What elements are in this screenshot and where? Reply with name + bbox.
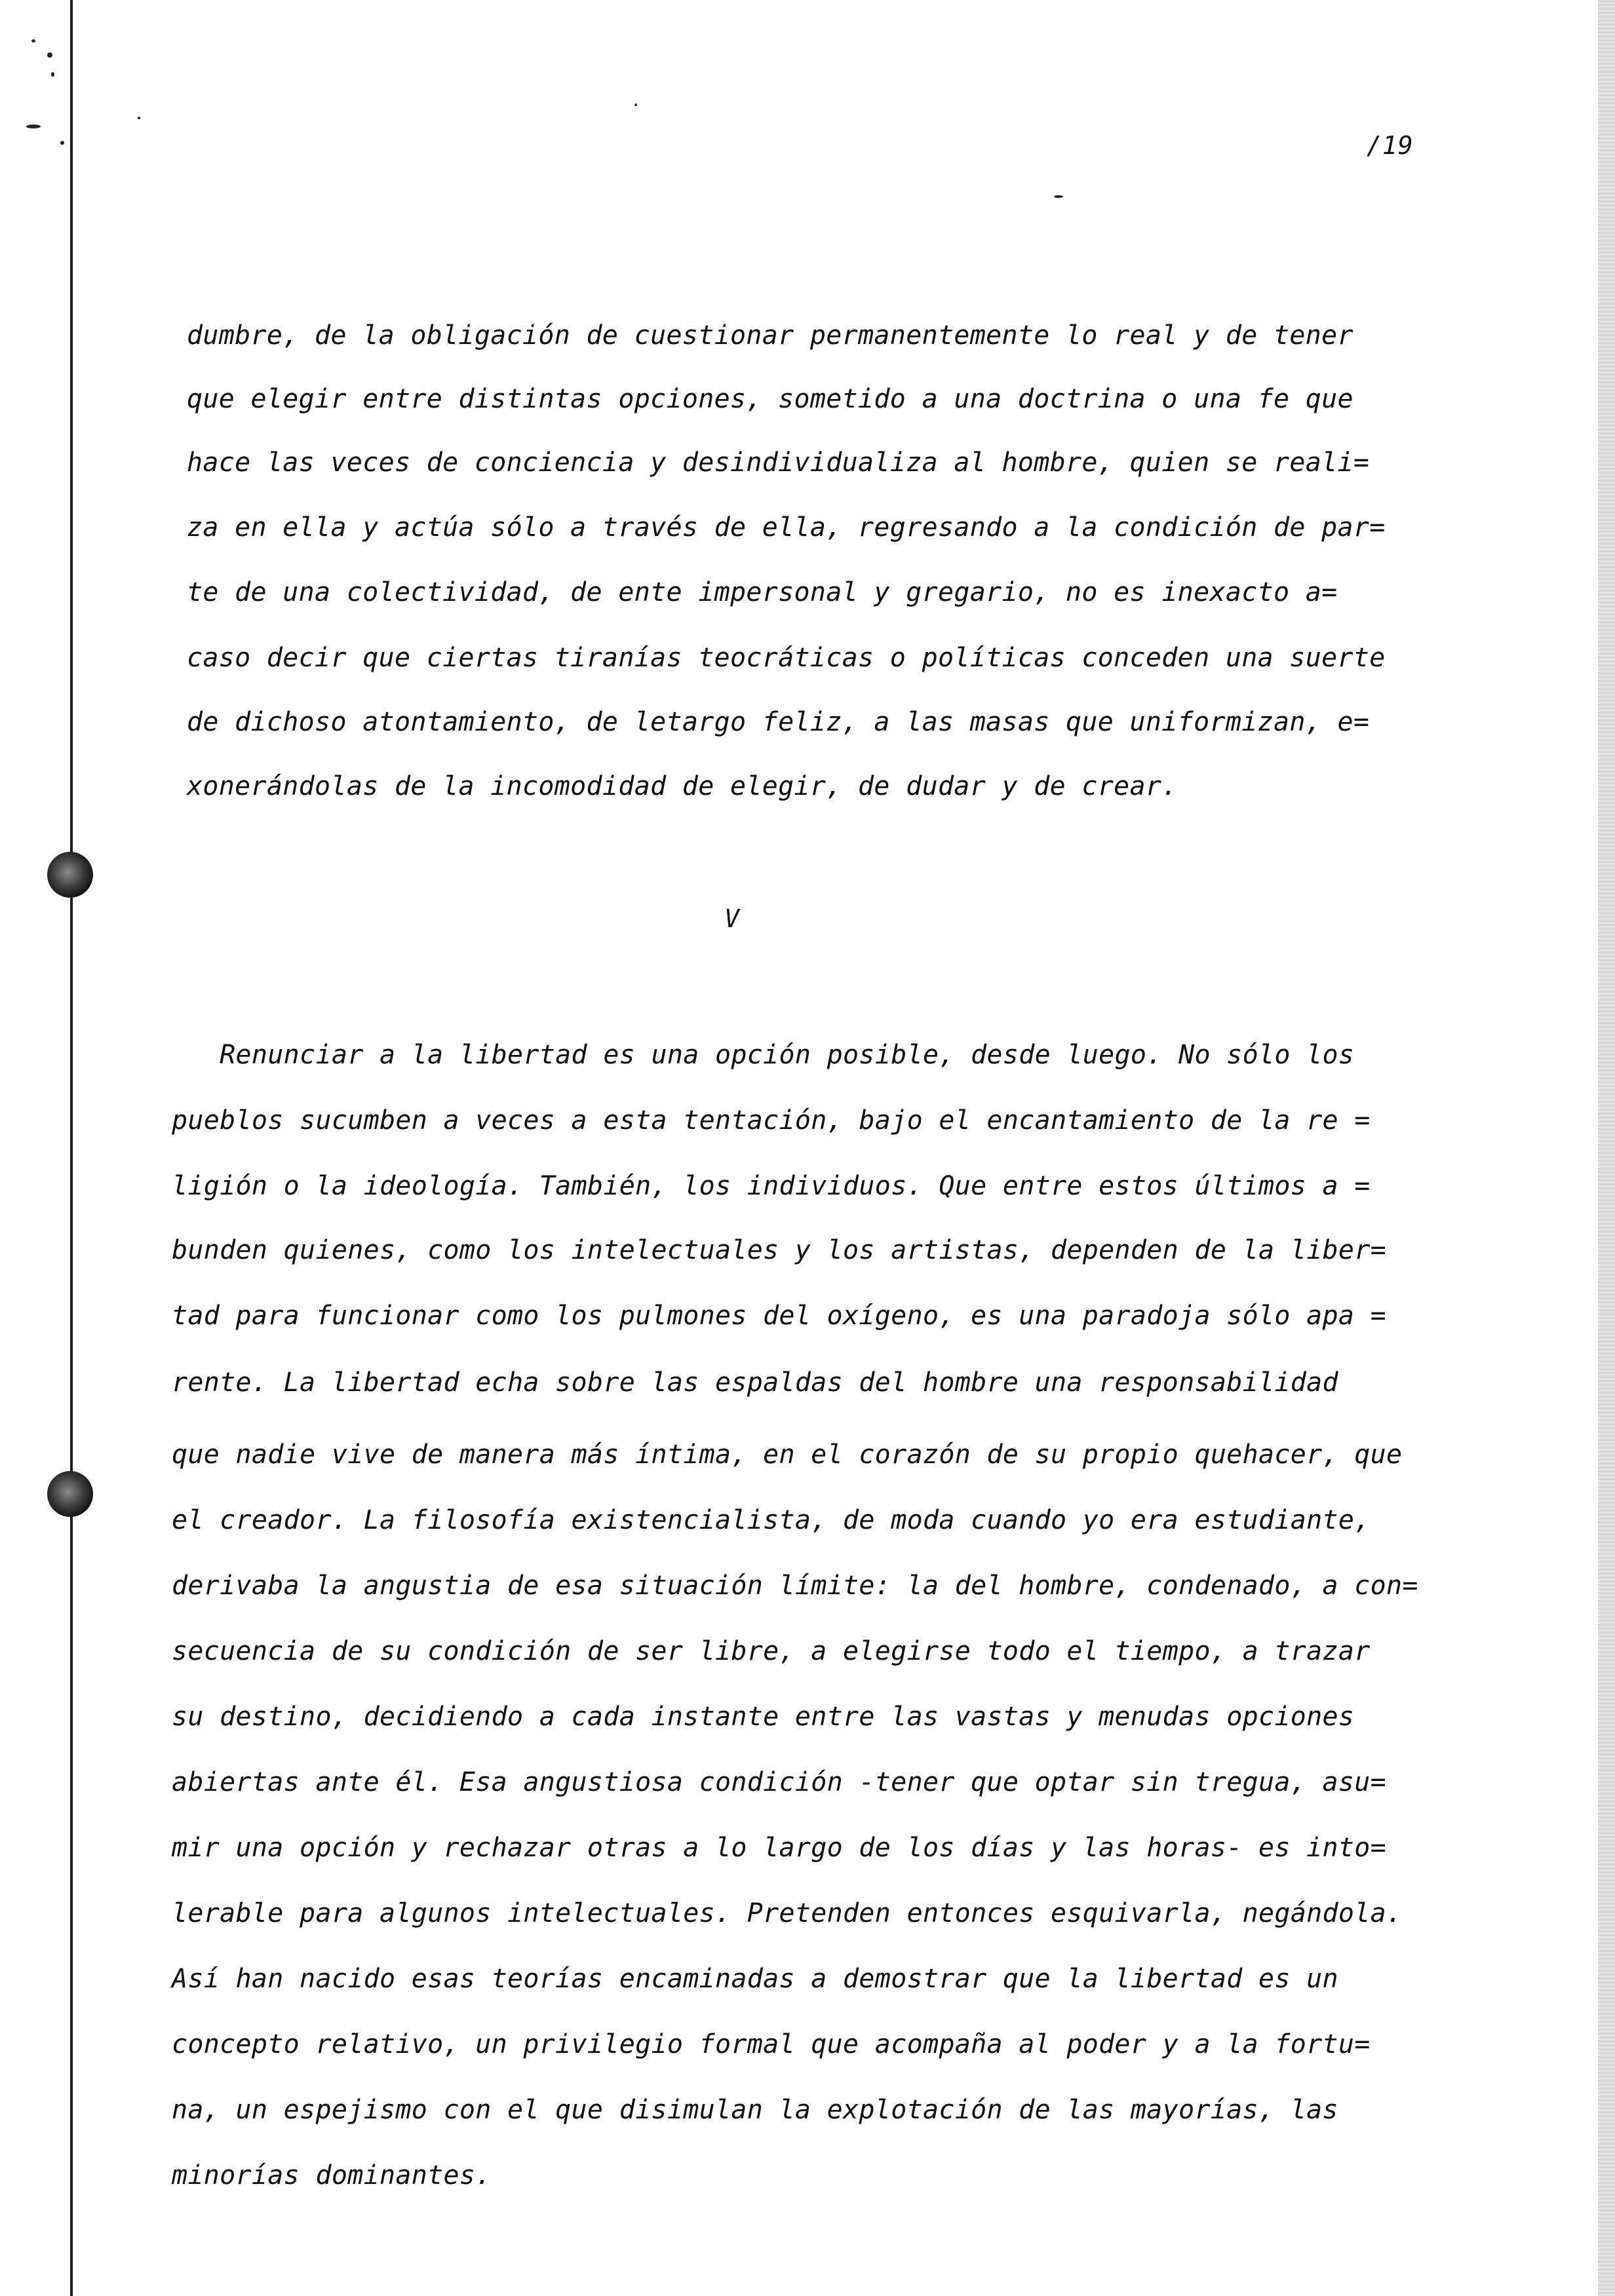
text-line: lerable para algunos intelectuales. Pretenden entonces esquivarla, negándola. (172, 1898, 1403, 1928)
text-line: que nadie vive de manera más íntima, en el corazón de su propio quehacer, que (172, 1440, 1403, 1470)
text-line: que elegir entre distintas opciones, sometido a una doctrina o una fe que (187, 384, 1353, 414)
text-line: tad para funcionar como los pulmones del oxígeno, es una paradoja sólo apa = (172, 1301, 1387, 1331)
page-binding-edge (70, 0, 73, 2296)
text-line: Renunciar a la libertad es una opción posible, desde luego. No sólo los (172, 1040, 1355, 1070)
text-line: hace las veces de conciencia y desindividualiza al hombre, quien se reali= (187, 448, 1370, 478)
text-line: caso decir que ciertas tiranías teocráticas o políticas conceden una suerte (187, 643, 1386, 673)
section-heading: V (724, 904, 739, 933)
text-line: rente. La libertad echa sobre las espaldas del hombre una responsabilidad (172, 1368, 1338, 1398)
text-line: ligión o la ideología. También, los individuos. Que entre estos últimos a = (172, 1171, 1371, 1201)
text-line: su destino, decidiendo a cada instante entre las vastas y menudas opciones (172, 1702, 1355, 1732)
text-line: secuencia de su condición de ser libre, a elegirse todo el tiempo, a trazar (172, 1636, 1371, 1666)
punch-hole-top (47, 852, 93, 898)
scan-speck (60, 141, 64, 145)
scan-speck (634, 104, 637, 106)
scan-speck (47, 52, 52, 58)
scan-speck (138, 117, 140, 119)
text-line: abiertas ante él. Esa angustiosa condición -tener que optar sin tregua, asu= (172, 1767, 1387, 1797)
text-line: Así han nacido esas teorías encaminadas a demostrar que la libertad es un (172, 1964, 1338, 1994)
punch-hole-bottom (47, 1471, 93, 1517)
page-number: /19 (1367, 131, 1414, 160)
text-line: mir una opción y rechazar otras a lo largo de los días y las horas- es into= (172, 1833, 1387, 1863)
text-line: el creador. La filosofía existencialista, de moda cuando yo era estudiante, (172, 1505, 1371, 1535)
scan-speck (1054, 195, 1063, 198)
text-line: na, un espejismo con el que disimulan la explotación de las mayorías, las (172, 2095, 1338, 2125)
text-line: dumbre, de la obligación de cuestionar permanentemente lo real y de tener (187, 320, 1353, 351)
text-line: concepto relativo, un privilegio formal que acompaña al poder y a la fortu= (172, 2029, 1371, 2059)
scan-speck (31, 39, 35, 43)
scan-speck (26, 124, 41, 128)
text-line: pueblos sucumben a veces a esta tentación, bajo el encantamiento de la re = (172, 1105, 1371, 1136)
scan-speck (51, 72, 54, 77)
text-line: bunden quienes, como los intelectuales y los artistas, dependen de la liber= (172, 1235, 1387, 1265)
text-line: de dichoso atontamiento, de letargo feliz, a las masas que uniformizan, e= (187, 707, 1370, 737)
text-line: te de una colectividad, de ente impersonal y gregario, no es inexacto a= (187, 577, 1338, 607)
scan-edge-noise (1598, 0, 1615, 2296)
text-line: minorías dominantes. (172, 2160, 492, 2191)
text-line: derivaba la angustia de esa situación límite: la del hombre, condenado, a con= (172, 1571, 1418, 1601)
text-line: xonerándolas de la incomodidad de elegir, de dudar y de crear. (187, 771, 1178, 801)
text-line: za en ella y actúa sólo a través de ella, regresando a la condición de par= (187, 512, 1386, 543)
